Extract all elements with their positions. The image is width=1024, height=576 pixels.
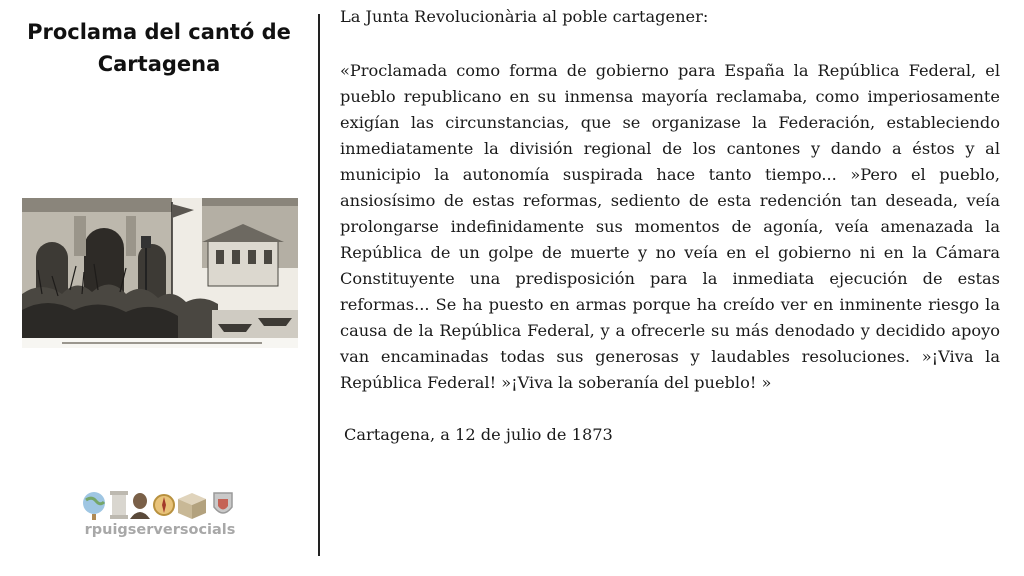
sign-off: Cartagena, a 12 de julio de 1873	[344, 425, 613, 444]
left-column	[0, 0, 318, 576]
column-divider	[318, 14, 320, 556]
historical-engraving	[22, 198, 298, 348]
compass-icon	[154, 495, 174, 515]
proclamation-text: «Proclamada como forma de gobierno para España la República Federal, el pueblo republicano en su inmensa mayoría reclamaba, como imperiosamente exigían las circunstancias, que se organizase la Federación, estableciendo inmediatamente la división regional de los cantones y dando a éstos y al municipio la autonomía suspirada hace tanto tiempo... »Pero el pueblo, ansiosísimo de estas reformas, sediento de esta redención tan deseada, veía prolongarse indefinidamente sus momentos de agonía, veía amenazada la República de un golpe de muerte y no veía en el gobierno ni en la Cámara Constituyente una predisposición para la inmediata ejecución de estas reformas... Se ha puesto en armas porque ha creído ver en inminente riesgo la causa de la República Federal, y a ofrecerle su más denodado y decidido apoyo van encaminadas todas sus generosas y laudables resoluciones. »¡Viva la República Federal! »¡Viva la soberanía del pueblo! »	[340, 61, 1000, 392]
main-content	[340, 4, 1000, 448]
column-icon	[110, 491, 128, 519]
portrait-icon	[130, 493, 150, 519]
globe-icon	[83, 492, 105, 520]
page-title: Proclama del cantó de Cartagena	[27, 20, 291, 76]
brand-name: rpuigserversocials	[84, 522, 236, 538]
greeting: La Junta Revolucionària al poble cartagener:	[340, 7, 709, 26]
historical-engraving-icon	[22, 198, 298, 348]
shield-icon	[214, 493, 232, 513]
box-icon	[178, 493, 206, 519]
brand-logos	[80, 487, 240, 523]
